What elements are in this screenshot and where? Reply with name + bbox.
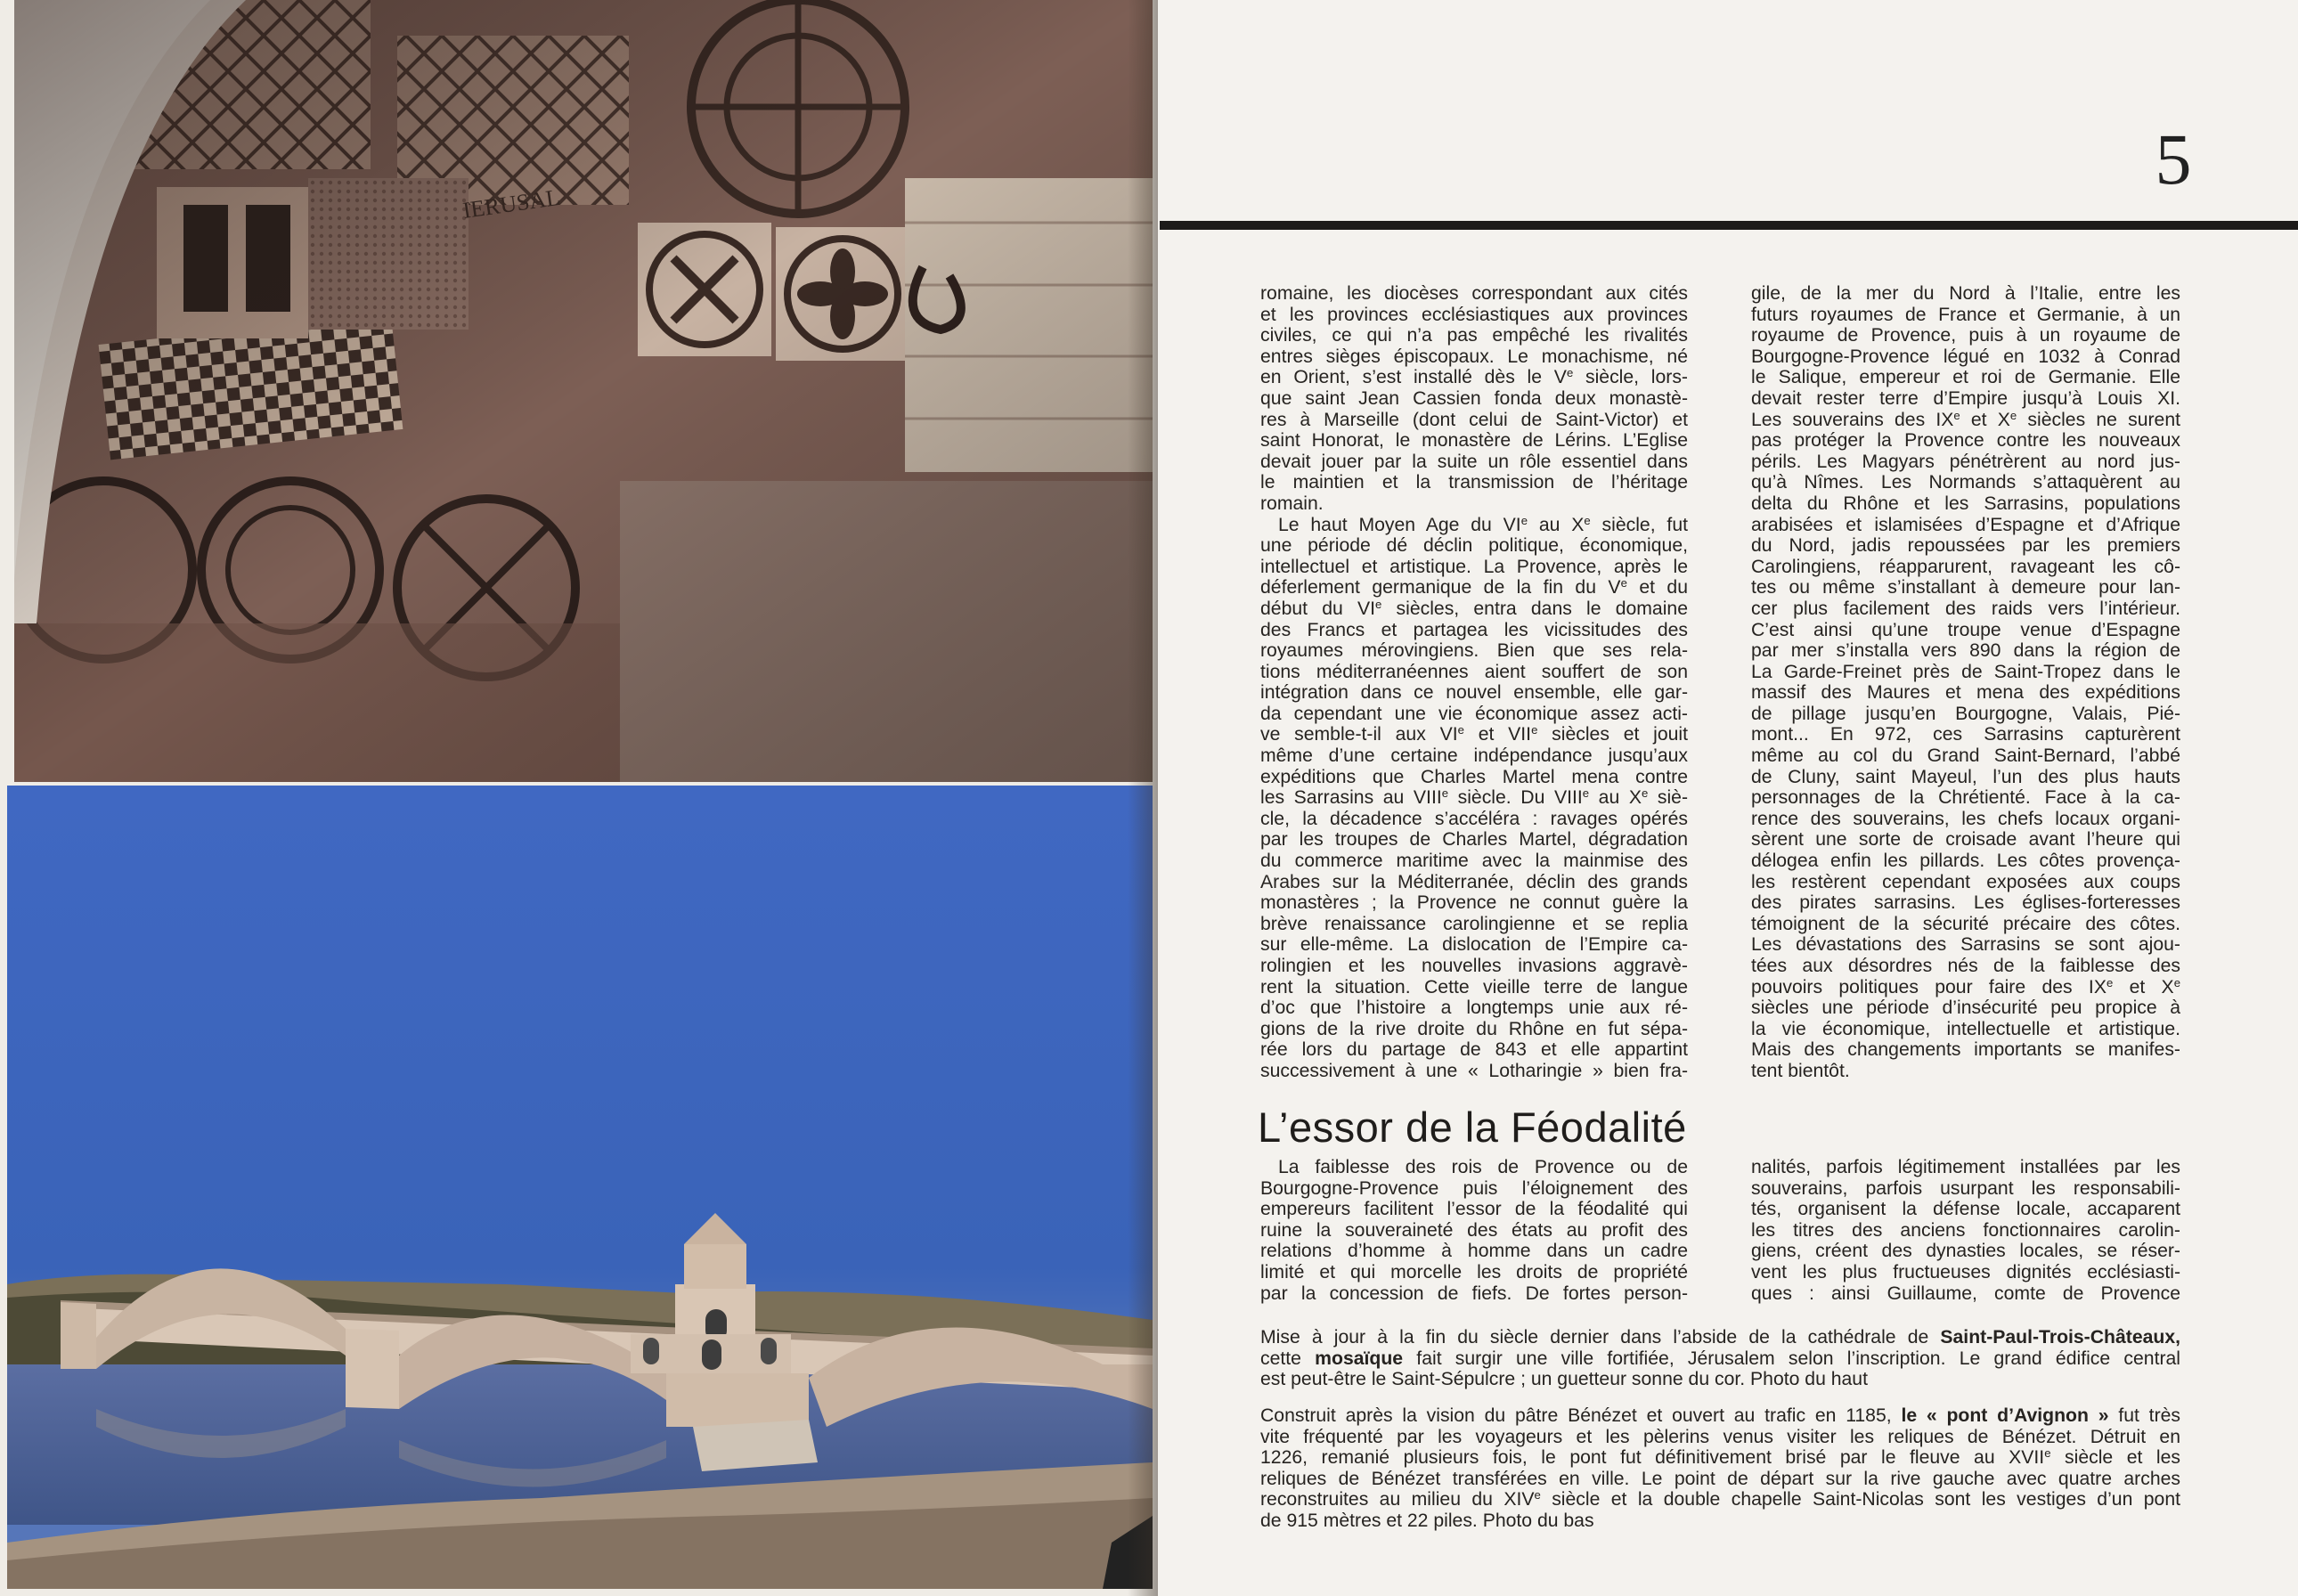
text-line: rence des souverains, les chefs locaux organi-: [1751, 808, 2180, 829]
text-line: personnages de la Chrétienté. Face à la ca-: [1751, 787, 2180, 809]
text-line: devait jouer par la suite un rôle essentiel dans: [1260, 451, 1688, 472]
text-line: nalités, parfois légitimement installées par les: [1751, 1157, 2180, 1177]
text-line: les Sarrasins au VIIIe siècle. Du VIIIe au Xe siè-: [1260, 787, 1688, 809]
text-line: royaumes mérovingiens. Bien que ses rela-: [1260, 640, 1688, 662]
text-line: Bourgogne-Provence puis l’éloignement des: [1260, 1177, 1688, 1199]
text-line: saint Honorat, le monastère de Lérins. L’Eglise: [1260, 430, 1688, 452]
text-line: da cependant une vie économique assez acti-: [1260, 703, 1688, 724]
text-line: par la concession de fiefs. De fortes person-: [1260, 1282, 1688, 1304]
text-line: civiles, ce qui n’a pas empêché les rivalités: [1260, 325, 1688, 346]
text-line: Les souverains des IXe et Xe siècles ne surent: [1751, 409, 2180, 430]
text-line: des pirates sarrasins. Les églises-forteresses: [1751, 892, 2180, 914]
text-line: C’est ainsi qu’une troupe venue d’Espagne: [1751, 619, 2180, 640]
text-line: tés, organisent la défense locale, accaparent: [1751, 1199, 2180, 1220]
text-line: tes ou même s’installant à demeure pour lan-: [1751, 577, 2180, 598]
text-line: royaume de Provence, puis à un royaume de: [1751, 325, 2180, 346]
caption-line: vite fréquenté par les voyageurs et les pèlerins venus visiter les reliques de Bénézet. Détruit en: [1260, 1426, 2180, 1447]
text-line: gile, de la mer du Nord à l’Italie, entre les: [1751, 283, 2180, 304]
text-line: Bourgogne-Provence légué en 1032 à Conrad: [1751, 346, 2180, 367]
text-line: même au col du Grand Saint-Bernard, l’abbé: [1751, 745, 2180, 767]
text-line: et les provinces ecclésiastiques aux provinces: [1260, 304, 1688, 325]
text-line: futurs royaumes de France et Germanie, à un: [1751, 304, 2180, 325]
caption-line: Construit après la vision du pâtre Bénézet et ouvert au trafic en 1185, le « pont d’Avignon » fut très: [1260, 1405, 2180, 1426]
text-line: expéditions que Charles Martel mena contre: [1260, 766, 1688, 787]
text-line: La faiblesse des rois de Provence ou de: [1278, 1157, 1688, 1177]
text-line: romaine, les diocèses correspondant aux cités: [1260, 283, 1688, 304]
caption-pont-avignon: [1260, 1405, 2180, 1532]
text-line: arabisées et islamisées d’Espagne et d’Afrique: [1751, 514, 2180, 535]
caption-line: reliques de Bénézet transférées en ville. Le point de départ sur la rive gauche avec quatre arches: [1260, 1468, 2180, 1489]
text-line: relations d’homme à homme dans un cadre: [1260, 1241, 1688, 1262]
text-line: les restèrent cependant exposées aux coups: [1751, 871, 2180, 892]
text-line: La Garde-Freinet près de Saint-Tropez dans le: [1751, 661, 2180, 682]
pont-avignon-photo: [7, 786, 1153, 1589]
text-line: rent la situation. Cette vieille terre de langue: [1260, 976, 1688, 998]
text-line: le Salique, empereur et roi de Germanie. Elle: [1751, 367, 2180, 388]
caption-line: est peut-être le Saint-Sépulcre ; un guetteur sonne du cor. Photo du haut: [1260, 1369, 1868, 1390]
text-line: les titres des anciens fonctionnaires carolin-: [1751, 1219, 2180, 1241]
text-line: devait rester terre d’Empire jusqu’à Louis XI.: [1751, 387, 2180, 409]
text-line: massif des Maures et mena des expéditions: [1751, 682, 2180, 704]
text-line: une période dé déclin politique, économique,: [1260, 535, 1688, 557]
text-line: que saint Jean Cassien fonda deux monastè-: [1260, 387, 1688, 409]
text-line: rolingien et les nouvelles invasions aggravè-: [1260, 956, 1688, 976]
text-line: rée lors du partage de 843 et elle appartint: [1260, 1039, 1688, 1061]
text-line: même d’une certaine indépendance jusqu’aux: [1260, 745, 1688, 767]
caption-mosaic: [1260, 1327, 2180, 1390]
text-line: siècles une période d’insécurité peu propice à: [1751, 998, 2180, 1019]
text-line: monastères ; la Provence ne connut guère la: [1260, 892, 1688, 914]
text-line: en Orient, s’est installé dès le Ve siècle, lors-: [1260, 367, 1688, 388]
text-line: pas protéger la Provence contre les nouveaux: [1751, 430, 2180, 452]
text-line: brève renaissance carolingienne et se replia: [1260, 913, 1688, 934]
text-line: empereurs facilitent l’essor de la féodalité qui: [1260, 1199, 1688, 1220]
text-line: début du VIe siècles, entra dans le domaine: [1260, 598, 1688, 619]
text-line: d’oc que l’histoire a longtemps unie aux ré-: [1260, 998, 1688, 1019]
caption-line: cette mosaïque fait surgir une ville fortifiée, Jérusalem selon l’inscription. Le grand édifice central: [1260, 1348, 2180, 1369]
text-line: delta du Rhône et les Sarrasins, populations: [1751, 493, 2180, 514]
text-line: giens, créent des dynasties locales, se réser-: [1751, 1241, 2180, 1262]
text-line: la vie économique, intellectuelle et artistique.: [1751, 1018, 2180, 1039]
text-line: tées aux désordres nés de la faiblesse des: [1751, 956, 2180, 976]
text-line: de pillage jusqu’en Bourgogne, Valais, Pié-: [1751, 703, 2180, 724]
header-rule: [1160, 221, 2298, 230]
caption-line: reconstruites au milieu du XIVe siècle et la double chapelle Saint-Nicolas sont les vestiges d’un pont: [1260, 1488, 2180, 1510]
text-line: cer plus facilement des raids vers l’intérieur.: [1751, 598, 2180, 619]
text-line: tions méditerranéennes aient souffert de son: [1260, 661, 1688, 682]
text-line: ruine la souveraineté des états au profit des: [1260, 1219, 1688, 1241]
text-line: délogea enfin les pillards. Les côtes provença-: [1751, 851, 2180, 872]
text-line: témoignent de la sécurité précaire des côtes.: [1751, 913, 2180, 934]
text-line: de Cluny, saint Mayeul, l’un des plus hauts: [1751, 766, 2180, 787]
text-line: vent les plus fructueuses dignités ecclésiasti-: [1751, 1261, 2180, 1282]
text-line: successivement à une « Lotharingie » bien fra-: [1260, 1060, 1688, 1081]
text-line: par mer s’installa vers 890 dans la région de: [1751, 640, 2180, 662]
text-line: limité et qui morcelle les droits de propriété: [1260, 1261, 1688, 1282]
text-line: mont... En 972, ces Sarrasins capturèrent: [1751, 724, 2180, 745]
text-line: romain.: [1260, 493, 1324, 514]
text-column-c: [1260, 1157, 1688, 1304]
text-line: intellectuel et artistique. La Provence, après le: [1260, 556, 1688, 577]
text-line: par les troupes de Charles Martel, dégradation: [1260, 829, 1688, 851]
text-line: Carolingiens, réapparurent, ravageant les cô-: [1751, 556, 2180, 577]
section-heading: L’essor de la Féodalité: [1258, 1103, 1687, 1151]
text-line: du Nord, jadis repoussées par les premiers: [1751, 535, 2180, 557]
text-line: tent bientôt.: [1751, 1060, 1850, 1081]
text-line: sur elle-même. La dislocation de l’Empire ca-: [1260, 934, 1688, 956]
text-line: sèrent une sorte de croisade avant l’heure qui: [1751, 829, 2180, 851]
mosaic-photo: [14, 0, 1153, 782]
text-line: déferlement germanique de la fin du Ve et du: [1260, 577, 1688, 598]
text-line: du commerce maritime avec la mainmise des: [1260, 851, 1688, 872]
text-line: le maintien et la transmission de l’héritage: [1260, 472, 1688, 493]
caption-line: de 915 mètres et 22 piles. Photo du bas: [1260, 1510, 1594, 1531]
text-line: cle, la décadence s’accéléra : ravages opérés: [1260, 808, 1688, 829]
caption-line: Mise à jour à la fin du siècle dernier dans l’abside de la cathédrale de Saint-Paul-Trois-Châteaux,: [1260, 1327, 2180, 1348]
text-line: ques : ainsi Guillaume, comte de Provence: [1751, 1282, 2180, 1304]
page-number: 5: [2155, 118, 2192, 200]
text-line: Le haut Moyen Age du VIe au Xe siècle, fut: [1278, 514, 1688, 535]
text-column-a: [1260, 283, 1688, 1082]
text-line: pouvoirs politiques pour faire des IXe et Xe: [1751, 976, 2180, 998]
text-line: Les dévastations des Sarrasins se sont ajou-: [1751, 934, 2180, 956]
text-line: souverains, parfois usurpant les responsabili-: [1751, 1177, 2180, 1199]
text-column-b: [1751, 283, 2180, 1082]
text-line: qu’à Nîmes. Les Normands s’attaquèrent au: [1751, 472, 2180, 493]
text-line: intégration dans ce nouvel ensemble, elle gar-: [1260, 682, 1688, 704]
text-line: Mais des changements importants se manifes-: [1751, 1039, 2180, 1061]
text-column-d: [1751, 1157, 2180, 1304]
text-line: Arabes sur la Méditerranée, déclin des grands: [1260, 871, 1688, 892]
text-line: entres sièges épiscopaux. Le monachisme, né: [1260, 346, 1688, 367]
text-line: périls. Les Magyars pénétrèrent au nord jus-: [1751, 451, 2180, 472]
text-line: gions de la rive droite du Rhône en fut sépa-: [1260, 1018, 1688, 1039]
text-line: ve semble-t-il aux VIe et VIIe siècles et jouit: [1260, 724, 1688, 745]
caption-line: 1226, remanié plusieurs fois, le pont fut définitivement brisé par le fleuve au XVIIe siècle et les: [1260, 1445, 2180, 1469]
text-line: res à Marseille (dont celui de Saint-Victor) et: [1260, 409, 1688, 430]
text-line: des Francs et partagea les vicissitudes des: [1260, 619, 1688, 640]
